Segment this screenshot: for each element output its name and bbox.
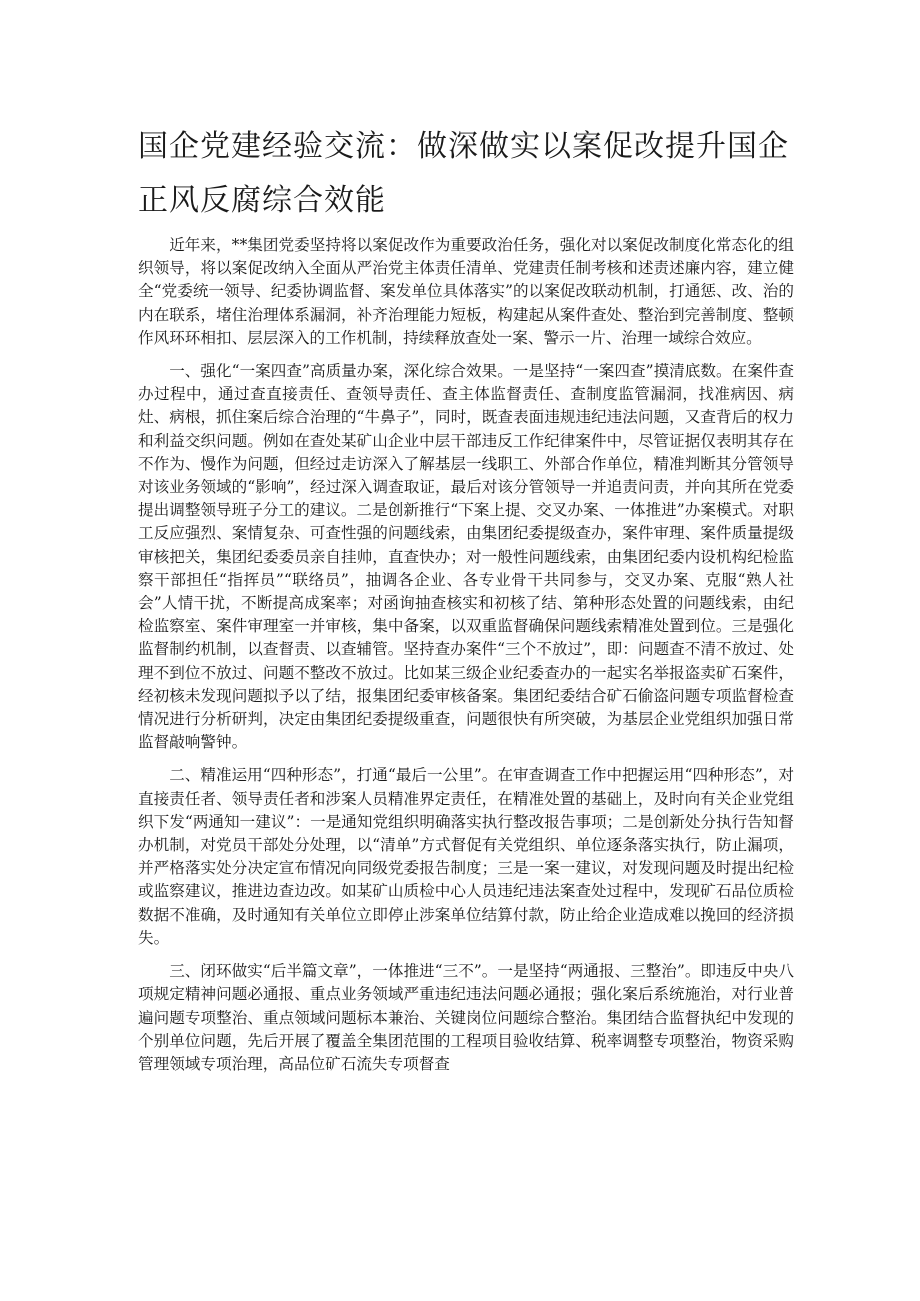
paragraph-section-2: 二、精准运用“四种形态”，打通“最后一公里”。在审查调查工作中把握运用“四种形态”，对直接责任者、领导责任者和涉案人员精准界定责任，在精准处置的基础上，及时向有关企业党组织下发“两通知一建议”：一是通知党组织明确落实执行整改报告事项；二是创新处分执行告知督办机制，对党员干部处分处理，以“清单”方式督促有关党组织、单位逐条落实执行，防止漏项，并严格落实处分决定宣布情况向同级党委报告制度；三是一案一建议，对发现问题及时提出纪检或监察建议，推进边查边改。如某矿山质检中心人员违纪违法案查处过程中，发现矿石品位质检数据不准确，及时通知有关单位立即停止涉案单位结算付款，防止给企业造成难以挽回的经济损失。 bbox=[138, 766, 794, 947]
document-page bbox=[138, 120, 794, 1086]
paragraph-intro: 近年来，**集团党委坚持将以案促改作为重要政治任务，强化对以案促改制度化常态化的组织领导，将以案促改纳入全面从严治党主体责任清单、党建责任制考核和述责述廉内容，建立健全“党委统一领导、纪委协调监督、案发单位具体落实”的以案促改联动机制，打通惩、改、治的内在联系，堵住治理体系漏洞，补齐治理能力短板，构建起从案件查处、整治到完善制度、整顿作风环环相扣、层层深入的工作机制，持续释放查处一案、警示一片、治理一域综合效应。 bbox=[138, 236, 794, 347]
paragraph-section-1: 一、强化“一案四查”高质量办案，深化综合效果。一是坚持“一案四查”摸清底数。在案件查办过程中，通过查直接责任、查领导责任、查主体监督责任、查制度监管漏洞，找准病因、病灶、病根，抓住案后综合治理的“牛鼻子”，同时，既查表面违规违纪违法问题，又查背后的权力和利益交织问题。例如在查处某矿山企业中层干部违反工作纪律案件中，尽管证据仅表明其存在不作为、慢作为问题，但经过走访深入了解基层一线职工、外部合作单位，精准判断其分管领导对该业务领域的“影响”，经过深入调查取证，最后对该分管领导一并追责问责，并向其所在党委提出调整领导班子分工的建议。二是创新推行“下案上提、交叉办案、一体推进”办案模式。对职工反应强烈、案情复杂、可查性强的问题线索，由集团纪委提级查办，案件审理、案件质量提级审核把关，集团纪委委员亲自挂帅，直查快办；对一般性问题线索，由集团纪委内设机构纪检监察干部担任“指挥员”“联络员”，抽调各企业、各专业骨干共同参与，交叉办案、克服“熟人社会”人情干扰，不断提高成案率；对函询抽查核实和初核了结、第种形态处置的问题线索，由纪检监察室、案件审理室一并审核，集中备案，以双重监督确保问题线索精准处置到位。三是强化监督制约机制，以查督责、以查辅管。坚持查办案件“三个不放过”，即：问题查不清不放过、处理不到位不放过、问题不整改不放过。比如某三级企业纪委查办的一起实名举报盗卖矿石案件，经初核未发现问题拟予以了结，报集团纪委审核备案。集团纪委结合矿石偷盗问题专项监督检查情况进行分析研判，决定由集团纪委提级重查，问题很快有所突破，为基层企业党组织加强日常监督敲响警钟。 bbox=[138, 362, 794, 752]
document-title: 国企党建经验交流：做深做实以案促改提升国企正风反腐综合效能 bbox=[138, 129, 789, 218]
paragraph-section-3: 三、闭环做实“后半篇文章”，一体推进“三不”。一是坚持“两通报、三整治”。即违反中央八项规定精神问题必通报、重点业务领域严重违纪违法问题必通报；强化案后系统施治，对行业普遍问题专项整治、重点领域问题标本兼治、关键岗位问题综合整治。集团结合监督执纪中发现的个别单位问题，先后开展了覆盖全集团范围的工程项目验收结算、税率调整专项整治，物资采购管理领域专项治理，高品位矿石流失专项督查 bbox=[138, 962, 794, 1073]
